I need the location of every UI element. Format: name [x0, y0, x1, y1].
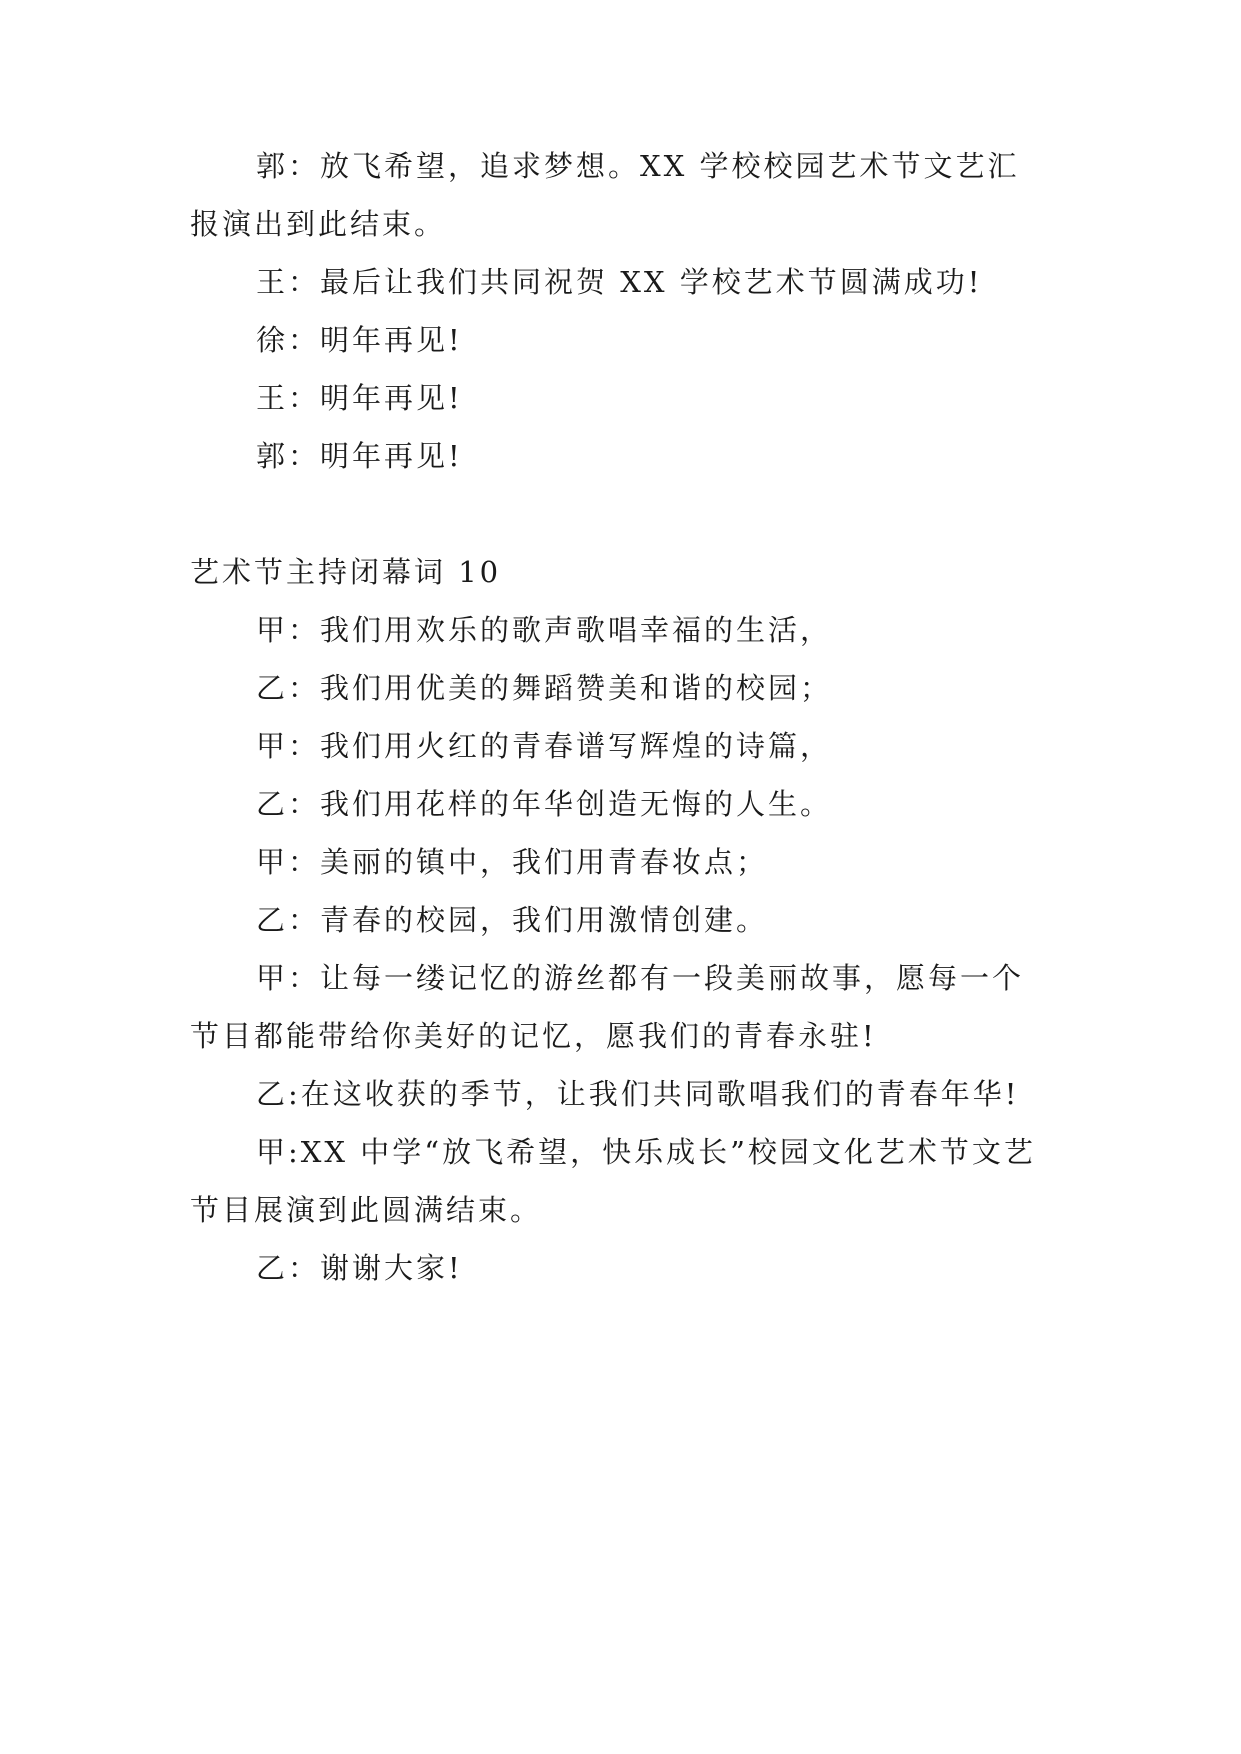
document-body	[190, 137, 1050, 1297]
paragraph-jia-4: 甲：让每一缕记忆的游丝都有一段美丽故事，愿每一个节目都能带给你美好的记忆，愿我们的青春永驻!	[190, 961, 1025, 1053]
paragraph-yi-2: 乙：我们用花样的年华创造无悔的人生。	[256, 787, 833, 821]
section-title: 艺术节主持闭幕词 10	[190, 555, 502, 589]
paragraph-guo-goodbye: 郭：明年再见!	[256, 439, 463, 473]
paragraph-wang-goodbye: 王：明年再见!	[256, 381, 463, 415]
paragraph-yi-1: 乙：我们用优美的舞蹈赞美和谐的校园；	[256, 671, 833, 705]
paragraph-yi-3: 乙：青春的校园，我们用激情创建。	[256, 903, 769, 937]
paragraph-jia-5: 甲:XX 中学“放飞希望，快乐成长”校园文化艺术节文艺节目展演到此圆满结束。	[190, 1135, 1036, 1227]
paragraph-wang-congrats: 王：最后让我们共同祝贺 XX 学校艺术节圆满成功!	[256, 265, 983, 299]
paragraph-yi-4: 乙:在这收获的季节，让我们共同歌唱我们的青春年华!	[256, 1077, 1020, 1111]
section-spacer	[190, 485, 1050, 543]
paragraph-jia-1: 甲：我们用欢乐的歌声歌唱幸福的生活，	[256, 613, 833, 647]
paragraph-guo-ending: 郭：放飞希望，追求梦想。XX 学校校园艺术节文艺汇报演出到此结束。	[190, 149, 1020, 241]
paragraph-jia-3: 甲：美丽的镇中，我们用青春妆点；	[256, 845, 769, 879]
paragraph-yi-thanks: 乙：谢谢大家!	[256, 1251, 463, 1285]
paragraph-xu-goodbye: 徐：明年再见!	[256, 323, 463, 357]
paragraph-jia-2: 甲：我们用火红的青春谱写辉煌的诗篇，	[256, 729, 833, 763]
